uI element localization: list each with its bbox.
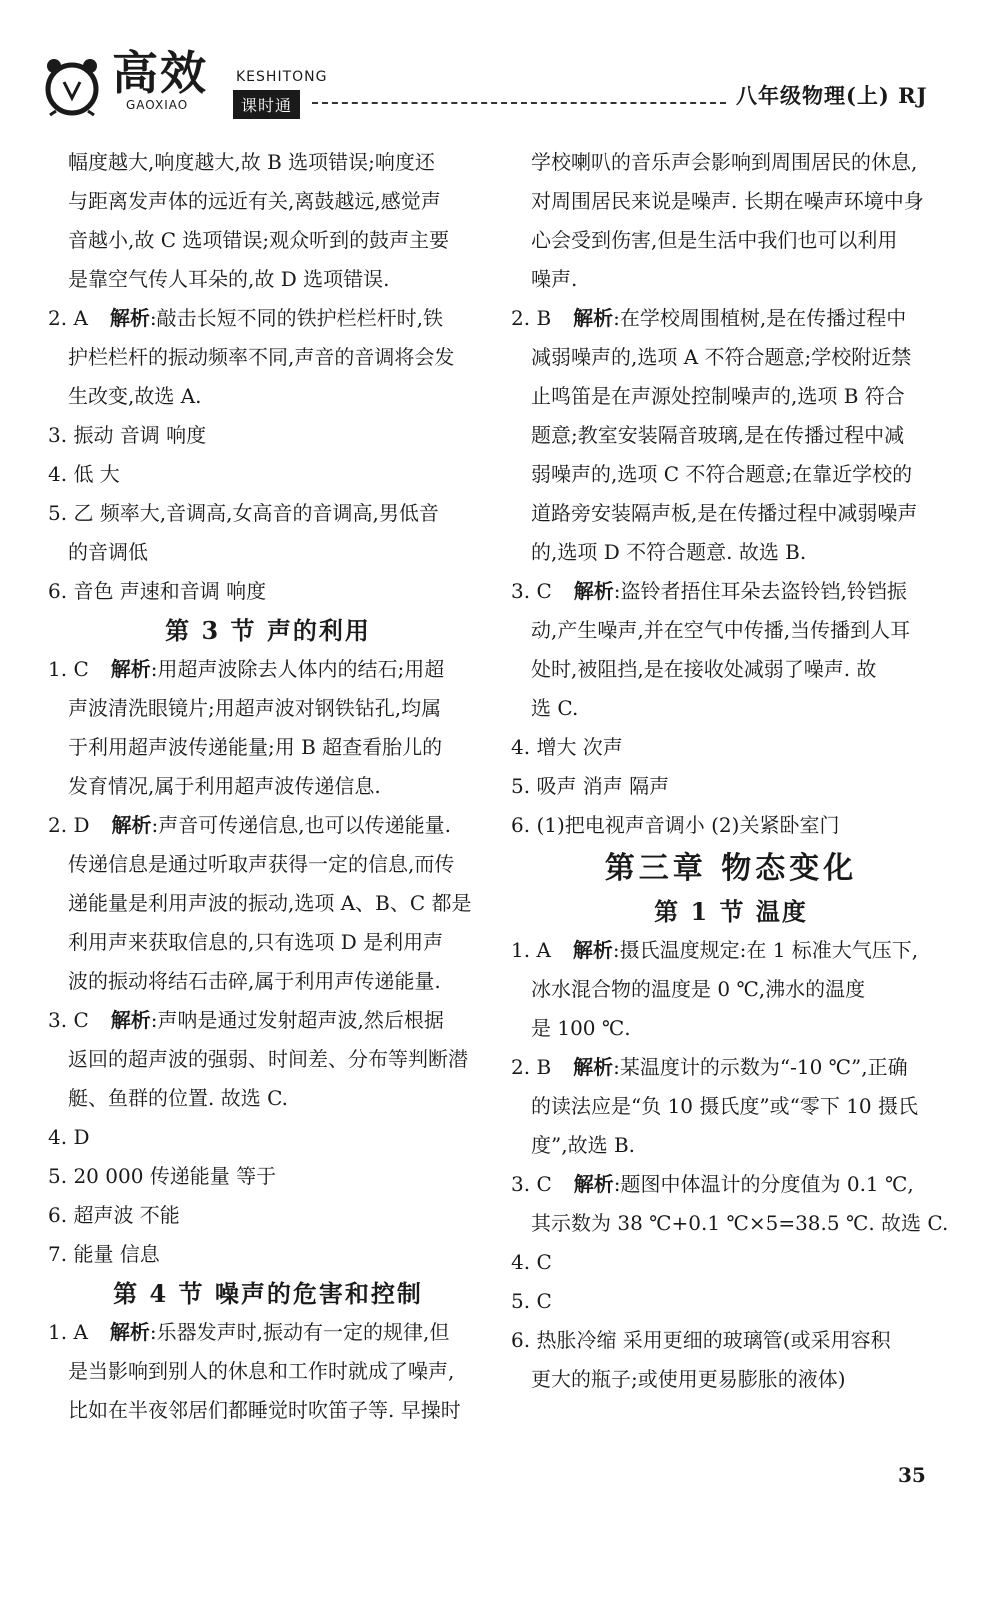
brand-subtitle: 课时通 — [233, 90, 300, 119]
answer-item: 6. 音色 声速和音调 响度 — [48, 579, 267, 603]
analysis-label: 解析 — [110, 1008, 151, 1032]
answer-item — [48, 1313, 488, 1352]
answer-continuation — [48, 1352, 488, 1430]
text-line: 声波清洗眼镜片;用超声波对钢铁钻孔,均属 — [68, 696, 442, 720]
text-line: 是当影响到别人的休息和工作时就成了噪声, — [68, 1359, 455, 1383]
right-column — [511, 143, 951, 1399]
text-line: 递能量是利用声波的振动,选项 A、B、C 都是 — [68, 891, 472, 915]
answer-item: 5. 20 000 传递能量 等于 — [48, 1164, 277, 1188]
text-line: 题意;教室安装隔音玻璃,是在传播过程中减 — [531, 423, 905, 447]
answer-continuation — [48, 338, 488, 416]
analysis-label: 解析 — [573, 1172, 614, 1196]
text-line: 于利用超声波传递能量;用 B 超查看胎儿的 — [68, 735, 443, 759]
answer-number: 2. D — [48, 813, 90, 837]
section-title: 第 1 节 温度 — [654, 897, 808, 926]
text-line: 其示数为 38 ℃+0.1 ℃×5=38.5 ℃. 故选 C. — [531, 1211, 949, 1235]
answer-item: 5. 乙 频率大,音调高,女高音的音调高,男低音 — [48, 501, 439, 525]
analysis-label: 解析 — [109, 1320, 150, 1344]
text-line: 幅度越大,响度越大,故 B 选项错误;响度还 — [68, 150, 435, 174]
answer-number: 2. B — [511, 1055, 552, 1079]
text-line: :乐器发声时,振动有一定的规律,但 — [149, 1320, 450, 1344]
brand-english: KESHITONG — [236, 69, 328, 85]
text-line: 音越小,故 C 选项错误;观众听到的鼓声主要 — [68, 228, 450, 252]
answer-continuation — [511, 970, 951, 1048]
text-line: 生改变,故选 A. — [68, 384, 202, 408]
answer-continuation — [511, 1087, 951, 1165]
text-line: 对周围居民来说是噪声. 长期在噪声环境中身 — [531, 189, 924, 213]
text-line: :盗铃者捂住耳朵去盗铃铛,铃铛振 — [613, 579, 907, 603]
answer-continuation — [511, 338, 951, 572]
analysis-label: 解析 — [572, 938, 613, 962]
answer-item — [511, 572, 951, 611]
answer-continuation — [511, 611, 951, 728]
text-line: 弱噪声的,选项 C 不符合题意;在靠近学校的 — [531, 462, 913, 486]
answer-number: 1. A — [48, 1320, 88, 1344]
text-line: :声呐是通过发射超声波,然后根据 — [150, 1008, 444, 1032]
answer-item: 3. 振动 音调 响度 — [48, 423, 207, 447]
text-line: 学校喇叭的音乐声会影响到周围居民的休息, — [531, 150, 918, 174]
answer-item — [48, 1001, 488, 1040]
answer-item: 5. C — [511, 1289, 552, 1313]
answer-number: 3. C — [511, 1172, 552, 1196]
text-line: 道路旁安装隔声板,是在传播过程中减弱噪声 — [531, 501, 918, 525]
analysis-label: 解析 — [573, 306, 614, 330]
answer-continuation — [48, 689, 488, 806]
answer-number: 3. C — [511, 579, 552, 603]
answer-number: 3. C — [48, 1008, 89, 1032]
answer-number: 1. A — [511, 938, 551, 962]
answer-item: 6. 热胀冷缩 采用更细的玻璃管(或采用容积 — [511, 1328, 891, 1352]
answer-item — [48, 299, 488, 338]
section-title: 第 3 节 声的利用 — [165, 616, 371, 645]
analysis-label: 解析 — [573, 579, 614, 603]
answer-continuation — [511, 1204, 951, 1243]
text-line: 度”,故选 B. — [531, 1133, 635, 1157]
answer-continuation: 的音调低 — [68, 540, 148, 564]
text-line: 处时,被阻挡,是在接收处减弱了噪声. 故 — [531, 657, 877, 681]
subject-label: 八年级物理(上) RJ — [736, 83, 928, 108]
text-line: 护栏栏杆的振动频率不同,声音的音调将会发 — [68, 345, 455, 369]
answer-continuation: 更大的瓶子;或使用更易膨胀的液体) — [531, 1367, 846, 1391]
answer-item — [511, 1048, 951, 1087]
answer-item — [48, 806, 488, 845]
answer-number: 1. C — [48, 657, 89, 681]
text-line: 波的振动将结石击碎,属于利用声传递能量. — [68, 969, 441, 993]
text-line: 与距离发声体的远近有关,离鼓越远,感觉声 — [68, 189, 441, 213]
answer-continuation — [48, 1040, 488, 1118]
alarm-clock-icon — [42, 56, 102, 116]
answer-item — [511, 931, 951, 970]
brand-pinyin: GAOXIAO — [126, 98, 189, 112]
section-title: 第 4 节 噪声的危害和控制 — [113, 1279, 423, 1308]
text-line: 冰水混合物的温度是 0 ℃,沸水的温度 — [531, 977, 866, 1001]
text-line: 噪声. — [531, 267, 578, 291]
text-line: :摄氏温度规定:在 1 标准大气压下, — [612, 938, 919, 962]
answer-continuation — [48, 845, 488, 1001]
answer-continuation — [48, 143, 488, 299]
text-line: :题图中体温计的分度值为 0.1 ℃, — [613, 1172, 914, 1196]
text-line: :敲击长短不同的铁护栏栏杆时,铁 — [149, 306, 443, 330]
answer-item: 4. 增大 次声 — [511, 735, 623, 759]
brand-title: 高效 — [112, 46, 208, 100]
text-line: 心会受到伤害,但是生活中我们也可以利用 — [531, 228, 898, 252]
answer-item: 7. 能量 信息 — [48, 1242, 160, 1266]
answer-item — [511, 299, 951, 338]
answer-item — [48, 650, 488, 689]
text-line: 是靠空气传人耳朵的,故 D 选项错误. — [68, 267, 390, 291]
text-line: 动,产生噪声,并在空气中传播,当传播到人耳 — [531, 618, 911, 642]
answer-continuation — [511, 143, 951, 299]
text-line: :某温度计的示数为“-10 ℃”,正确 — [613, 1055, 908, 1079]
answer-item: 5. 吸声 消声 隔声 — [511, 774, 670, 798]
answer-item — [511, 1165, 951, 1204]
page-header — [0, 0, 996, 118]
text-line: :在学校周围植树,是在传播过程中 — [613, 306, 907, 330]
page-number: 35 — [898, 1463, 926, 1487]
text-line: :用超声波除去人体内的结石;用超 — [150, 657, 445, 681]
header-divider — [312, 102, 726, 104]
answer-number: 2. B — [511, 306, 552, 330]
text-line: 利用声来获取信息的,只有选项 D 是利用声 — [68, 930, 444, 954]
answer-number: 2. A — [48, 306, 88, 330]
text-line: 选 C. — [531, 696, 579, 720]
analysis-label: 解析 — [109, 306, 150, 330]
text-line: 是 100 ℃. — [531, 1016, 631, 1040]
analysis-label: 解析 — [111, 813, 152, 837]
analysis-label: 解析 — [110, 657, 151, 681]
answer-item: 4. 低 大 — [48, 462, 120, 486]
text-line: :声音可传递信息,也可以传递能量. — [151, 813, 451, 837]
text-line: 发育情况,属于利用超声波传递信息. — [68, 774, 381, 798]
text-line: 的,选项 D 不符合题意. 故选 B. — [531, 540, 807, 564]
text-line: 的读法应是“负 10 摄氏度”或“零下 10 摄氏 — [531, 1094, 919, 1118]
text-line: 传递信息是通过听取声获得一定的信息,而传 — [68, 852, 455, 876]
answer-item: 4. C — [511, 1250, 552, 1274]
analysis-label: 解析 — [573, 1055, 614, 1079]
text-line: 减弱噪声的,选项 A 不符合题意;学校附近禁 — [531, 345, 912, 369]
left-column — [48, 143, 488, 1430]
answer-item: 4. D — [48, 1125, 90, 1149]
text-line: 比如在半夜邻居们都睡觉时吹笛子等. 早操时 — [68, 1398, 461, 1422]
answer-item: 6. (1)把电视声音调小 (2)关紧卧室门 — [511, 813, 840, 837]
answer-item: 6. 超声波 不能 — [48, 1203, 180, 1227]
text-line: 返回的超声波的强弱、时间差、分布等判断潜 — [68, 1047, 468, 1071]
text-line: 艇、鱼群的位置. 故选 C. — [68, 1086, 289, 1110]
chapter-title: 第三章 物态变化 — [604, 851, 858, 886]
text-line: 止鸣笛是在声源处控制噪声的,选项 B 符合 — [531, 384, 905, 408]
